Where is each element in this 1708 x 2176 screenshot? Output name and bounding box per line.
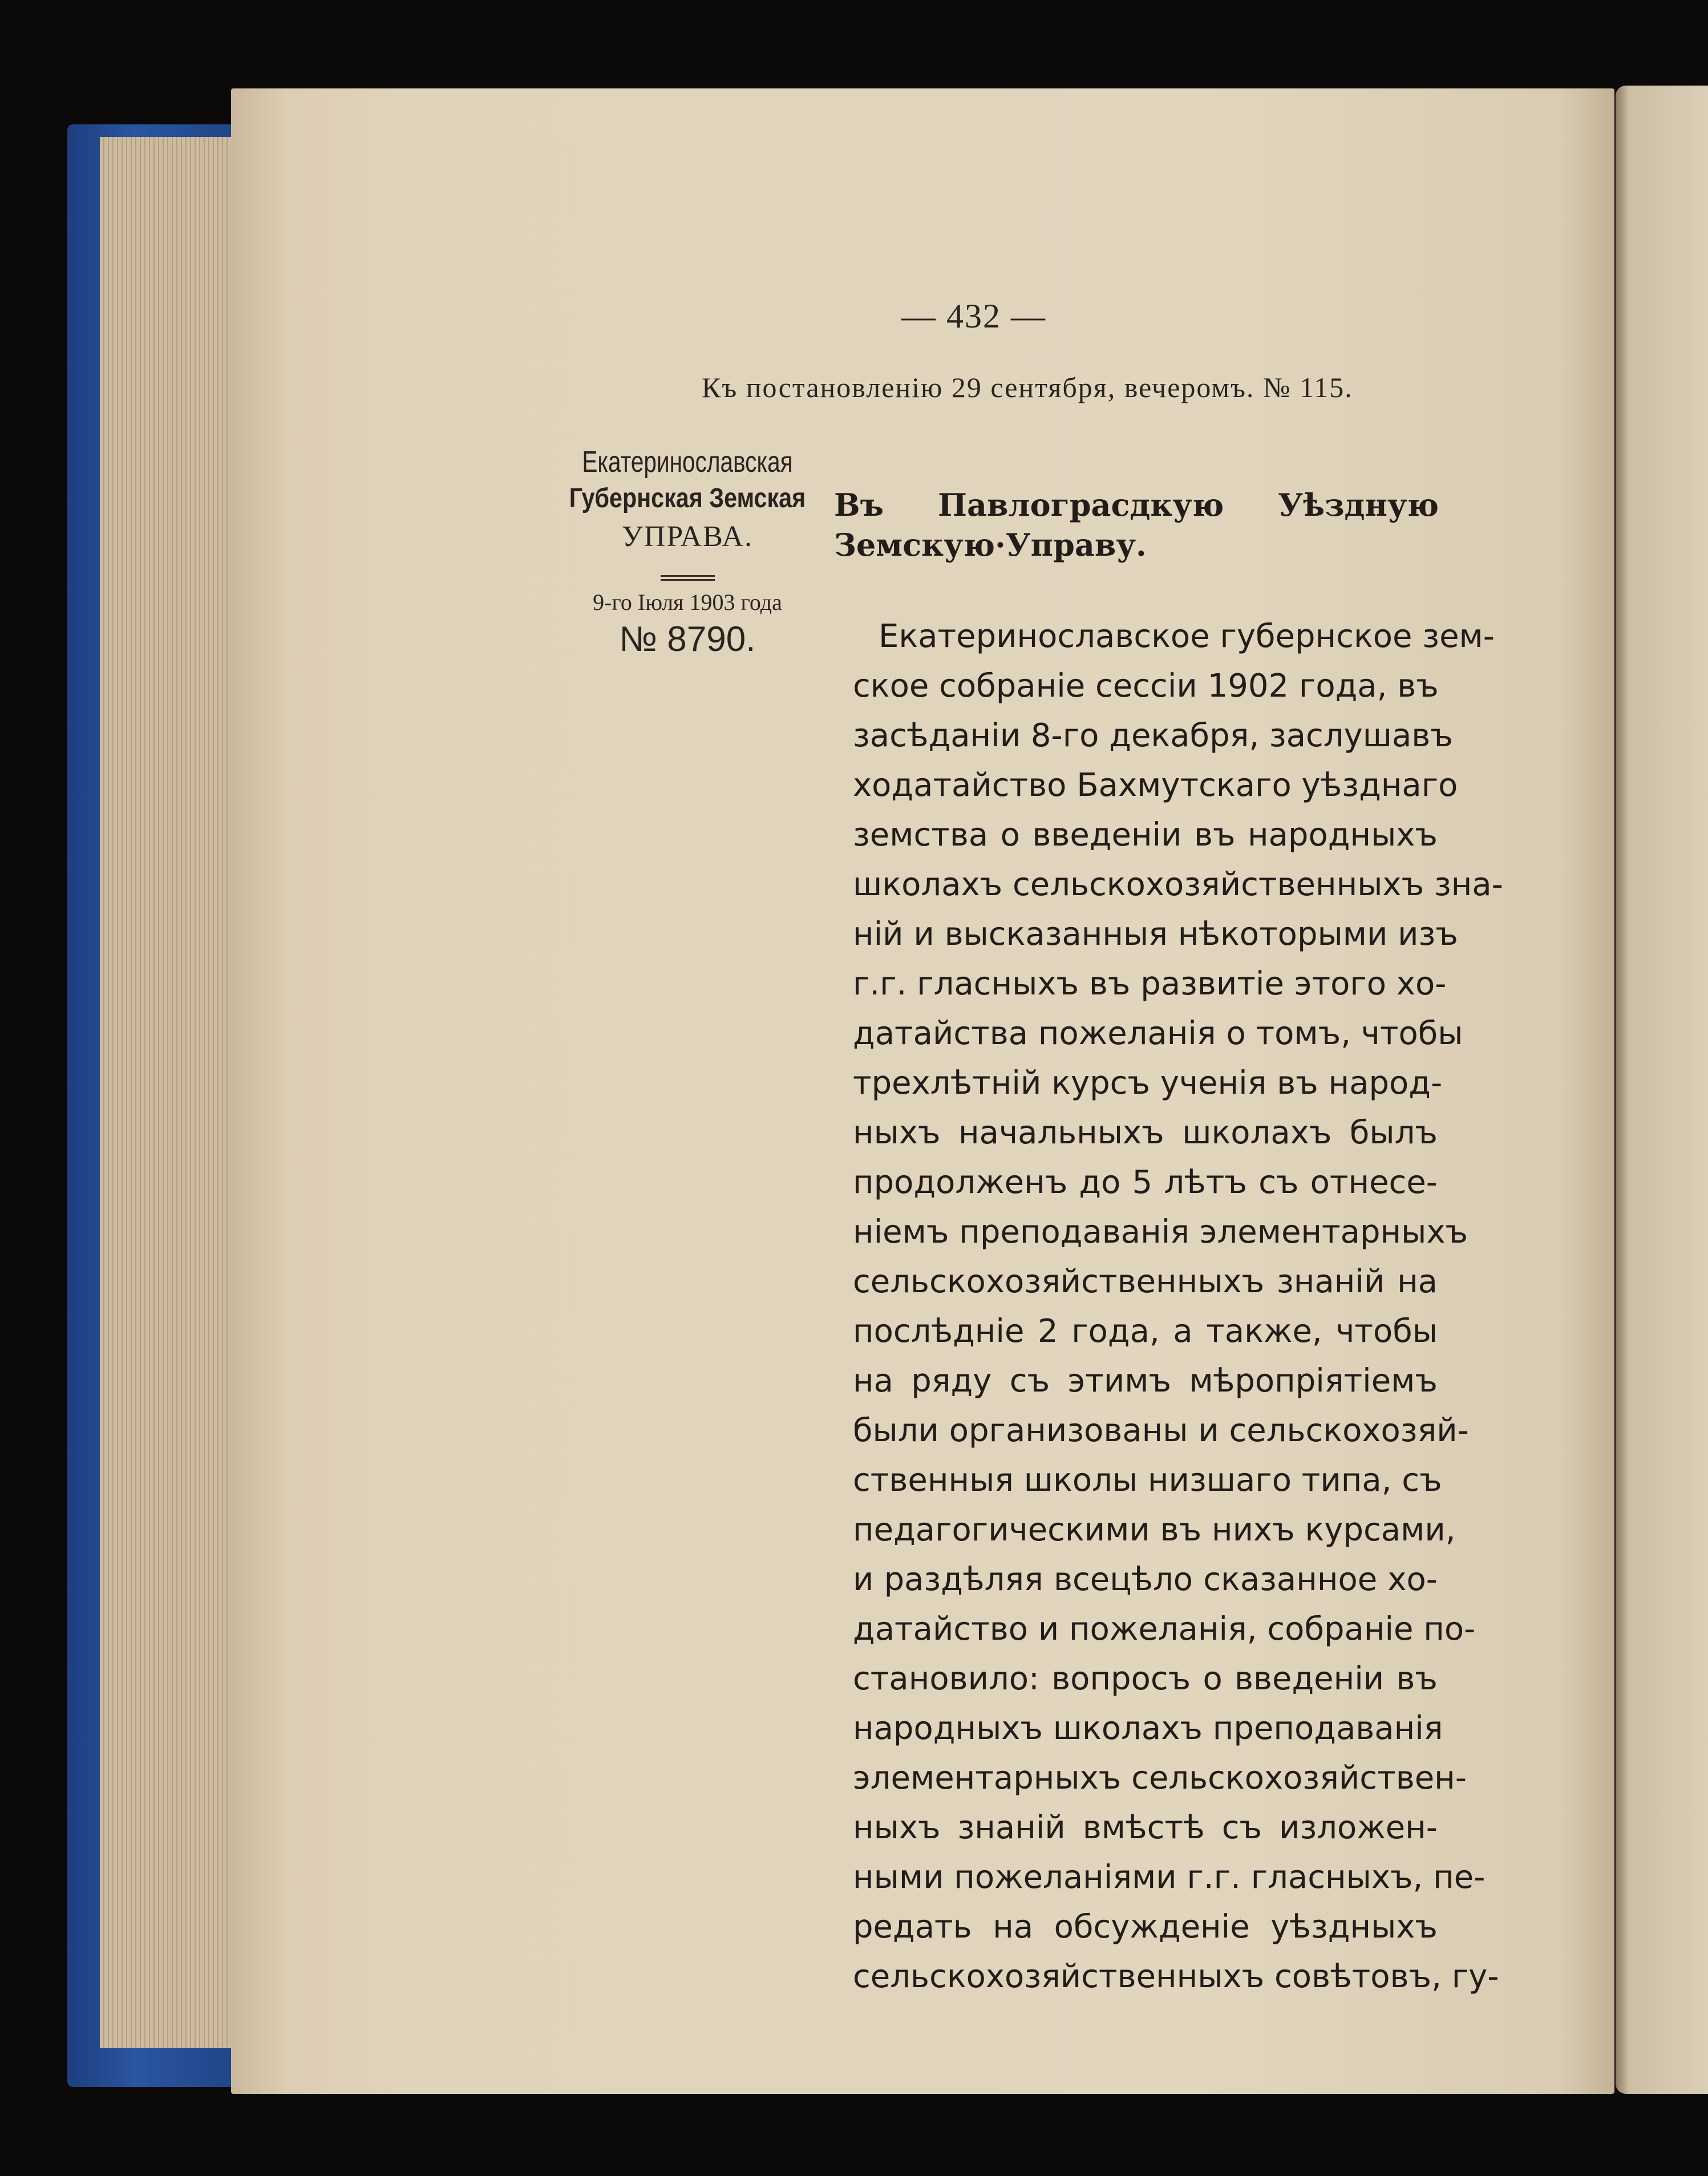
body-line: датайство и пожеланія, собраніе по- — [853, 1611, 1476, 1648]
body-line: трехлѣтній курсъ ученія въ народ- — [853, 1065, 1443, 1102]
facing-page-edge — [1616, 86, 1708, 2094]
letter-number: № 8790. — [619, 620, 756, 659]
body-line: сельскохозяйственныхъ совѣтовъ, гу- — [853, 1958, 1499, 1995]
recipient-line-1: Въ Павлограсдкую Уѣздную — [834, 487, 1439, 523]
body-line: ственныя школы низшаго типа, съ — [853, 1462, 1442, 1499]
body-line: народныхъ школахъ преподаванія — [853, 1710, 1443, 1747]
body-line: ній и высказанныя нѣкоторыми изъ — [853, 916, 1458, 953]
double-rule-divider — [661, 575, 715, 581]
body-line: редать на обсужденіе уѣздныхъ — [853, 1908, 1438, 1946]
body-line: были организованы и сельскохозяй- — [853, 1412, 1469, 1449]
body-line: земства о введеніи въ народныхъ — [853, 816, 1438, 854]
body-line: послѣдніе 2 года, а также, чтобы — [853, 1313, 1438, 1350]
letter-body — [853, 612, 1503, 2001]
recipient-heading — [834, 485, 1439, 565]
sender-block — [539, 445, 836, 660]
body-line: ными пожеланіями г.г. гласныхъ, пе- — [853, 1859, 1486, 1896]
body-line: ходатайство Бахмутскаго уѣзднаго — [853, 767, 1458, 804]
sender-line-2: Губернская Земская — [569, 483, 806, 513]
body-line: ныхъ начальныхъ школахъ былъ — [853, 1114, 1438, 1151]
body-line: и раздѣляя всецѣло сказанное хо- — [853, 1561, 1438, 1598]
resolution-reference: Къ постановленію 29 сентября, вечеромъ. № 115. — [702, 371, 1353, 403]
body-line: Екатеринославское губернское зем- — [879, 618, 1495, 655]
sender-line-1: Екатеринославская — [582, 446, 793, 479]
body-line: сельскохозяйственныхъ знаній на — [853, 1263, 1438, 1300]
body-line: ныхъ знаній вмѣстѣ съ изложен- — [853, 1809, 1438, 1846]
body-line: становило: вопросъ о введеніи въ — [853, 1660, 1438, 1697]
body-line: ское собраніе сессіи 1902 года, въ — [853, 668, 1439, 705]
body-line: продолженъ до 5 лѣтъ съ отнесе- — [853, 1164, 1438, 1201]
body-line: на ряду съ этимъ мѣропріятіемъ — [853, 1362, 1438, 1400]
sender-line-3: УПРАВА. — [621, 520, 754, 553]
body-line: датайства пожеланія о томъ, чтобы — [853, 1015, 1463, 1052]
body-line: элементарныхъ сельскохозяйствен- — [853, 1760, 1467, 1797]
body-line: ніемъ преподаванія элементарныхъ — [853, 1214, 1468, 1251]
letter-date: 9-го Іюля 1903 года — [593, 589, 782, 615]
body-line: г.г. гласныхъ въ развитіе этого хо- — [853, 965, 1447, 1002]
body-line: педагогическими въ нихъ курсами, — [853, 1511, 1456, 1548]
body-line: школахъ сельскохозяйственныхъ зна- — [853, 866, 1503, 903]
page-edges — [100, 137, 248, 2048]
recipient-line-2: Земскую·Управу. — [834, 527, 1147, 563]
page-number: — 432 — — [901, 297, 1046, 335]
body-line: засѣданіи 8-го декабря, заслушавъ — [853, 717, 1453, 754]
